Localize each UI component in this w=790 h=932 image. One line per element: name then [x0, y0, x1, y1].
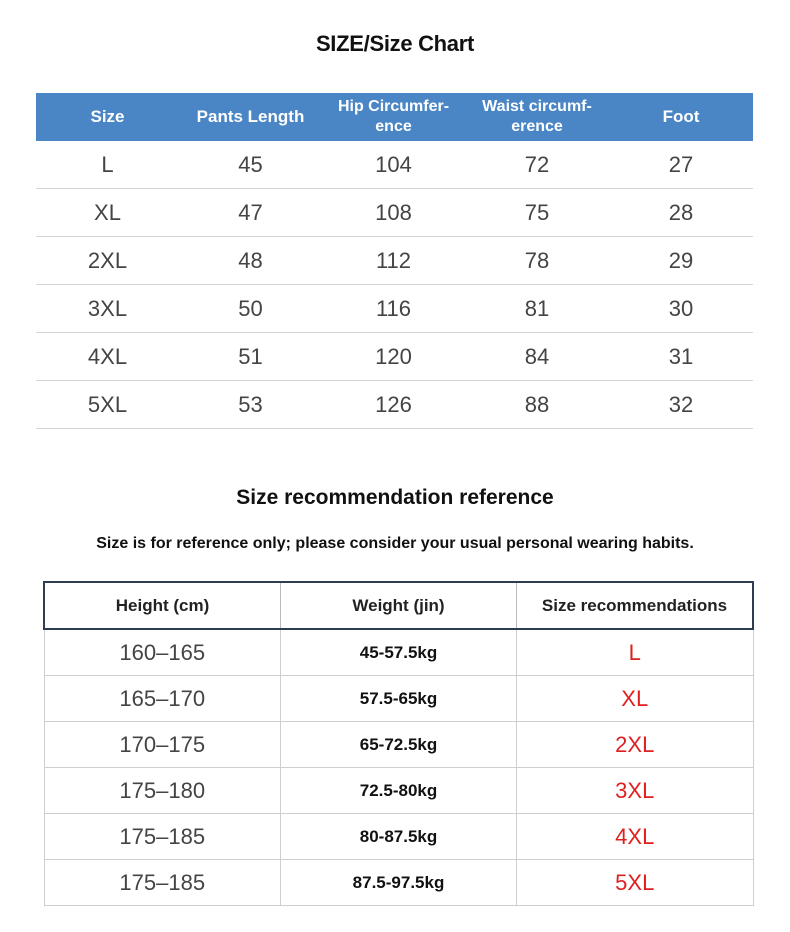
- header-height: Height (cm): [44, 582, 281, 629]
- size-chart-title: SIZE/Size Chart: [315, 31, 475, 56]
- cell-pants-length: 50: [179, 285, 322, 333]
- recommendation-note: Size is for reference only; please consider your usual personal wearing habits.: [96, 535, 694, 552]
- cell-size-recommendation: 4XL: [517, 814, 754, 860]
- cell-weight: 65-72.5kg: [281, 722, 517, 768]
- header-foot: Foot: [609, 93, 753, 141]
- table-row: [36, 141, 753, 189]
- cell-waist: 81: [465, 285, 609, 333]
- cell-hip: 120: [322, 333, 465, 381]
- header-hip-circumference: Hip Circumfer- ence: [322, 93, 465, 141]
- cell-hip: 126: [322, 381, 465, 429]
- cell-height: 160–165: [44, 629, 281, 676]
- cell-height: 165–170: [44, 676, 281, 722]
- table-row: [44, 768, 753, 814]
- cell-height: 175–185: [44, 814, 281, 860]
- cell-weight: 87.5-97.5kg: [281, 860, 517, 906]
- cell-waist: 88: [465, 381, 609, 429]
- cell-size-recommendation: 5XL: [517, 860, 754, 906]
- cell-size-recommendation: 3XL: [517, 768, 754, 814]
- table-row: [36, 237, 753, 285]
- cell-hip: 116: [322, 285, 465, 333]
- cell-weight: 45-57.5kg: [281, 629, 517, 676]
- cell-height: 170–175: [44, 722, 281, 768]
- cell-weight: 80-87.5kg: [281, 814, 517, 860]
- header-size: Size: [36, 93, 179, 141]
- table-row: [44, 676, 753, 722]
- cell-foot: 28: [609, 189, 753, 237]
- cell-weight: 57.5-65kg: [281, 676, 517, 722]
- recommendation-header-row: [44, 582, 753, 629]
- cell-foot: 31: [609, 333, 753, 381]
- cell-foot: 27: [609, 141, 753, 189]
- cell-foot: 32: [609, 381, 753, 429]
- cell-hip: 108: [322, 189, 465, 237]
- table-row: [36, 189, 753, 237]
- cell-size-recommendation: L: [517, 629, 754, 676]
- cell-pants-length: 47: [179, 189, 322, 237]
- cell-pants-length: 45: [179, 141, 322, 189]
- cell-height: 175–180: [44, 768, 281, 814]
- cell-hip: 112: [322, 237, 465, 285]
- cell-size: 3XL: [36, 285, 179, 333]
- cell-height: 175–185: [44, 860, 281, 906]
- cell-size-recommendation: XL: [517, 676, 754, 722]
- recommendation-table: [43, 581, 754, 906]
- size-chart-table: [36, 93, 753, 429]
- header-size-recommendation: Size recommendations: [517, 582, 754, 629]
- size-chart-header-row: [36, 93, 753, 141]
- table-row: [44, 860, 753, 906]
- cell-size: XL: [36, 189, 179, 237]
- cell-waist: 84: [465, 333, 609, 381]
- cell-size: 2XL: [36, 237, 179, 285]
- header-pants-length: Pants Length: [179, 93, 322, 141]
- cell-size: L: [36, 141, 179, 189]
- cell-waist: 75: [465, 189, 609, 237]
- cell-pants-length: 53: [179, 381, 322, 429]
- cell-size: 5XL: [36, 381, 179, 429]
- cell-hip: 104: [322, 141, 465, 189]
- table-row: [36, 381, 753, 429]
- cell-pants-length: 51: [179, 333, 322, 381]
- table-row: [44, 722, 753, 768]
- cell-weight: 72.5-80kg: [281, 768, 517, 814]
- cell-foot: 30: [609, 285, 753, 333]
- cell-foot: 29: [609, 237, 753, 285]
- cell-waist: 78: [465, 237, 609, 285]
- cell-size-recommendation: 2XL: [517, 722, 754, 768]
- table-row: [44, 629, 753, 676]
- header-weight: Weight (jin): [281, 582, 517, 629]
- table-row: [36, 333, 753, 381]
- cell-pants-length: 48: [179, 237, 322, 285]
- recommendation-title: Size recommendation reference: [236, 486, 554, 509]
- cell-waist: 72: [465, 141, 609, 189]
- table-row: [36, 285, 753, 333]
- table-row: [44, 814, 753, 860]
- header-waist-circumference: Waist circumf- erence: [465, 93, 609, 141]
- cell-size: 4XL: [36, 333, 179, 381]
